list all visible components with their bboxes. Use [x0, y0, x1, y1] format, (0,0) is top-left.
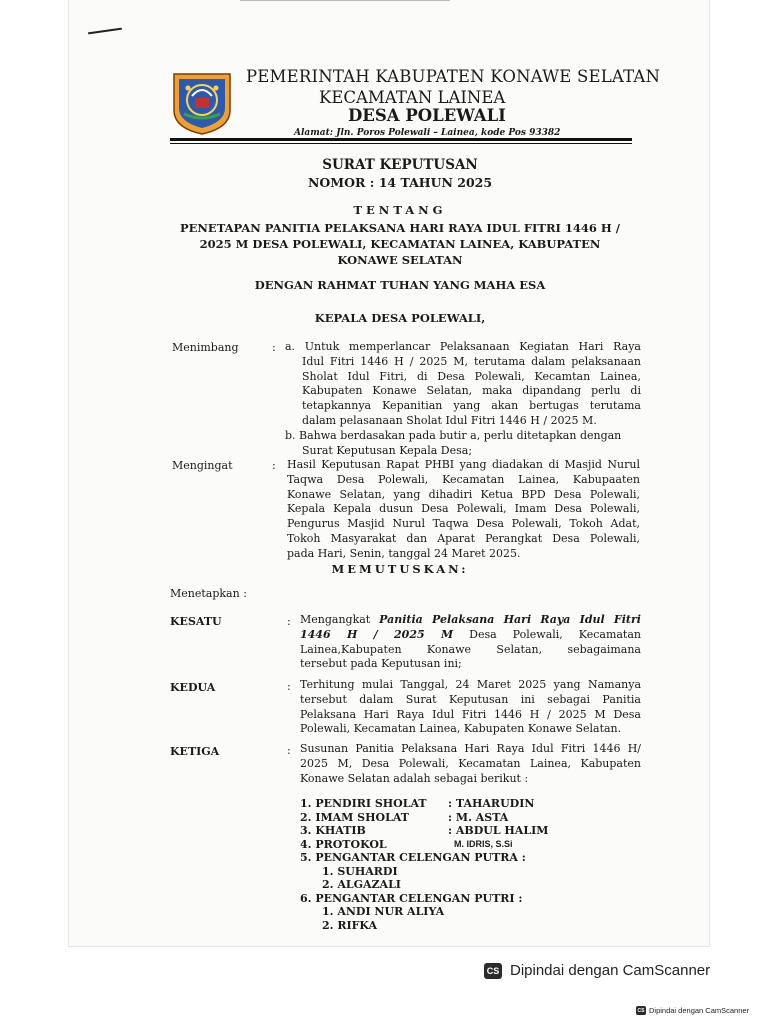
text-line: Konawe Selatan adalah sebagai berikut :: [300, 771, 529, 785]
ketiga-colon: :: [287, 744, 291, 757]
committee-role: 1. PENDIRI SHOLAT: [300, 797, 427, 810]
menetapkan-label: Menetapkan :: [170, 587, 247, 600]
mengingat-label: Mengingat: [172, 459, 233, 472]
subject-line: 2025 M DESA POLEWALI, KECAMATAN LAINEA, KABUPATEN: [199, 237, 601, 251]
text-line: tersebut pada Keputusan ini;: [300, 657, 462, 671]
scan-edge-line: [240, 0, 450, 1]
committee-row: [300, 797, 535, 811]
committee-role: 4. PROTOKOL: [300, 837, 387, 851]
text-span: Desa Polewali, Kecamatan: [453, 627, 641, 641]
text-line: Surat Keputusan Kepala Desa;: [302, 443, 473, 457]
committee-row: [300, 811, 526, 825]
subject-line: KONAWE SELATAN: [337, 253, 463, 267]
text-line: Pengurus Masjid Nurul Taqwa Desa Polewali, Tokoh Adat,: [287, 517, 640, 531]
subject-line: PENETAPAN PANITIA PELAKSANA HARI RAYA IDUL FITRI 1446 H /: [180, 221, 620, 235]
menimbang-label: Menimbang: [172, 341, 239, 354]
letterhead-line-2: KECAMATAN LAINEA: [319, 88, 506, 107]
mengingat-colon: :: [272, 459, 276, 472]
kedua-label: KEDUA: [170, 681, 216, 694]
kesatu-text: [300, 613, 641, 672]
committee-name: : M. ASTA: [448, 810, 509, 824]
camscanner-icon: CS: [484, 963, 502, 979]
text-line: tetapkannya Kepanitian yang akan bertugas terutama: [302, 399, 641, 413]
text-line: Pelaksana Hari Raya Idul Fitri 1446 H / 2025 M Desa: [300, 707, 641, 721]
committee-name: : TAHARUDIN: [448, 797, 535, 810]
text-line: Lainea,Kabupaten Konawe Selatan, sebagaimana: [300, 642, 641, 656]
text-line: Kepala Kepala dusun Desa Polewali, Imam Desa Polewali,: [287, 502, 640, 516]
committee-role: 1. SUHARDI: [322, 864, 398, 878]
letterhead-rule-thin: [170, 143, 632, 144]
tentang-heading: TENTANG: [353, 203, 447, 217]
committee-row: [300, 838, 526, 852]
document-number: NOMOR : 14 TAHUN 2025: [307, 175, 493, 190]
committee-row: [300, 865, 526, 879]
text-line: Hasil Keputusan Rapat PHBI yang diadakan di Masjid Nurul: [287, 458, 640, 471]
camscanner-watermark-small: [636, 1006, 749, 1015]
text-line: Taqwa Desa Polewali, Kecamatan Lainea, Kabupaaten: [287, 472, 640, 486]
text-line: Polewali, Kecamatan Lainea, Kabupaten Konawe Selatan.: [300, 722, 622, 736]
text-line: Konawe Selatan, yang dihadiri Ketua BPD Desa Polewali,: [287, 487, 640, 501]
text-line: Tokoh Masyarakat dan Aparat Perangkat Desa Polewali,: [287, 531, 640, 545]
text-span: Mengangkat: [300, 613, 380, 626]
text-line: tersebut dalam Surat Keputusan ini sebagai Panitia: [300, 692, 641, 706]
text-line: Kabupaten Konawe Selatan, maka dipandang perlu di: [302, 384, 641, 398]
text-line: b. Bahwa berdasakan pada butir a, perlu ditetapkan dengan: [285, 428, 622, 442]
camscanner-watermark: [484, 962, 710, 979]
committee-row: [300, 919, 526, 933]
committee-list: [300, 797, 549, 932]
camscanner-small-text: Dipindai dengan CamScanner: [649, 1006, 750, 1015]
letterhead-rule-thick: [170, 138, 632, 141]
committee-role: 2. ALGAZALI: [322, 878, 401, 891]
document-title: SURAT KEPUTUSAN: [322, 157, 478, 173]
camscanner-text: Dipindai dengan CamScanner: [510, 962, 711, 979]
committee-role: 6. PENGANTAR CELENGAN PUTRI :: [300, 891, 523, 905]
committee-row: [300, 905, 526, 919]
committee-role: 5. PENGANTAR CELENGAN PUTRA :: [300, 851, 526, 864]
kedua-colon: :: [287, 680, 291, 693]
text-line: Sholat Idul Fitri, di Desa Polewali, Kecamtan Lainea,: [302, 369, 641, 383]
text-line: pada Hari, Senin, tanggal 24 Maret 2025.: [287, 546, 521, 560]
text-line: dalam pelasanaan Sholat Idul Fitri 1446 H / 2025 M.: [302, 413, 597, 427]
letterhead-line-1: PEMERINTAH KABUPATEN KONAWE SELATAN: [246, 67, 661, 86]
kesatu-label: KESATU: [170, 615, 222, 628]
text-line: 2025 M, Desa Polewali, Kecamatan Lainea, Kabupaten: [300, 756, 641, 770]
committee-row: [300, 878, 526, 892]
emphasis-text: 1446 H / 2025 M: [300, 627, 454, 641]
ketiga-text: [300, 742, 641, 786]
kedua-text: [300, 678, 641, 737]
text-line: a. Untuk memperlancar Pelaksanaan Kegiatan Hari Raya: [285, 340, 641, 353]
text-line: Terhitung mulai Tanggal, 24 Maret 2025 yang Namanya: [300, 678, 641, 691]
document-subject: [140, 220, 660, 268]
committee-role: 2. IMAM SHOLAT: [300, 810, 409, 824]
emphasis-text: Panitia Pelaksana Hari Raya Idul Fitri: [379, 613, 641, 626]
ketiga-label: KETIGA: [170, 745, 220, 758]
committee-role: 3. KHATIB: [300, 824, 366, 837]
text-line: Idul Fitri 1446 H / 2025 M, terutama dalam pelaksanaan: [302, 354, 641, 368]
camscanner-icon: CS: [637, 1007, 645, 1014]
committee-role: 2. RIFKA: [322, 918, 378, 932]
mengingat-text: [287, 458, 640, 562]
memutuskan-heading: MEMUTUSKAN:: [331, 562, 469, 576]
committee-row: [300, 892, 526, 906]
committee-row: [300, 824, 549, 838]
kesatu-colon: :: [287, 615, 291, 628]
regency-logo-icon: [170, 70, 234, 136]
kepala-heading: KEPALA DESA POLEWALI,: [314, 311, 486, 325]
text-line: Susunan Panitia Pelaksana Hari Raya Idul Fitri 1446 H/: [300, 742, 641, 755]
committee-row: [300, 851, 526, 865]
menimbang-colon: :: [272, 341, 276, 354]
letterhead-line-3: DESA POLEWALI: [348, 106, 506, 125]
committee-name: M. IDRIS, S.Si: [454, 838, 513, 849]
rahmat-heading: DENGAN RAHMAT TUHAN YANG MAHA ESA: [254, 278, 546, 292]
letterhead-address: Alamat: Jln. Poros Polewali – Lainea, kode Pos 93382: [294, 128, 561, 138]
menimbang-a: [285, 340, 641, 458]
committee-name: : ABDUL HALIM: [448, 824, 549, 837]
committee-role: 1. ANDI NUR ALIYA: [322, 905, 445, 918]
